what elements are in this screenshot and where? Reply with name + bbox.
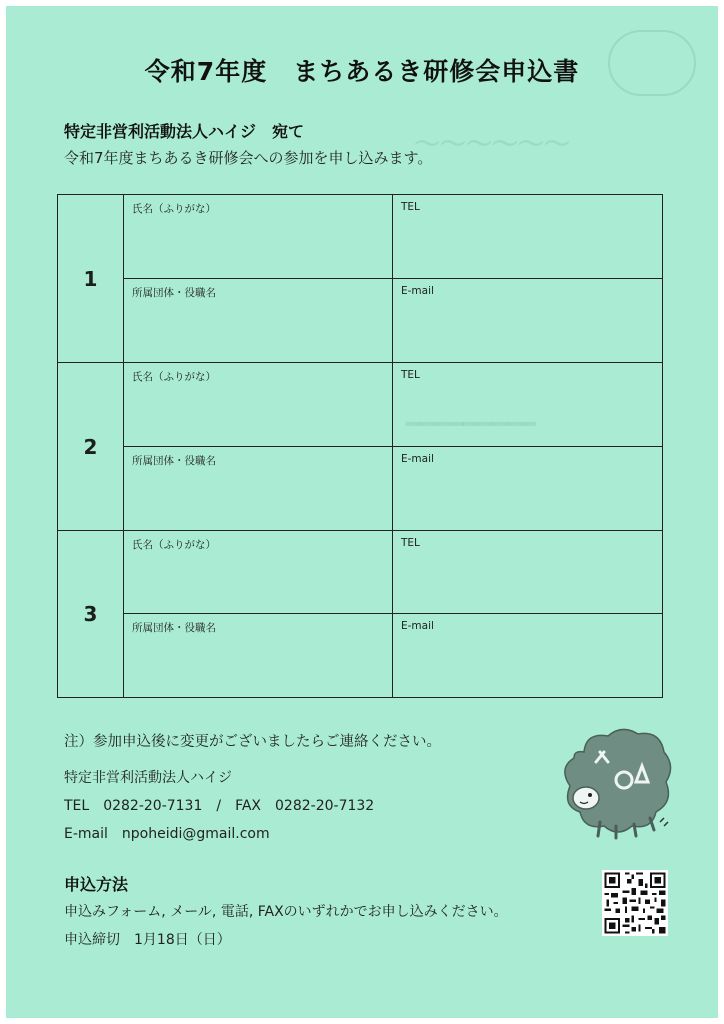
tel-label: TEL: [401, 201, 420, 213]
tel-label: TEL: [401, 537, 420, 549]
org-field[interactable]: [124, 614, 393, 698]
contact-tel-fax: TEL 0282-20-7131 / FAX 0282-20-7132: [64, 798, 375, 814]
email-label: E-mail: [401, 453, 434, 465]
bleed-through-decoration: 〜〜〜〜〜〜: [414, 130, 571, 160]
method-text: 申込みフォーム, メール, 電話, FAXのいずれかでお申し込みください。: [64, 904, 508, 920]
page-title: 令和7年度 まちあるき研修会申込書: [144, 57, 580, 86]
contact-email: E-mail npoheidi@gmail.com: [64, 826, 270, 842]
org-field[interactable]: [124, 447, 393, 531]
sheep-mascot-icon: [556, 722, 676, 840]
contact-org: 特定非営利活動法人ハイジ: [64, 770, 232, 786]
name-label: 氏名（ふりがな）: [132, 203, 216, 215]
intro-text: 令和7年度まちあるき研修会への参加を申し込みます。: [64, 149, 433, 167]
email-label: E-mail: [401, 285, 434, 297]
row-number: 1: [58, 195, 124, 363]
deadline: 申込締切 1月18日（日）: [64, 932, 231, 948]
org-field[interactable]: [124, 279, 393, 363]
tel-label: TEL: [401, 369, 420, 381]
addressee: 特定非営利活動法人ハイジ 宛て: [64, 122, 305, 141]
email-field[interactable]: [393, 614, 663, 698]
bleed-through-decoration: ━━━━━━━━━: [406, 410, 537, 438]
email-field[interactable]: [393, 447, 663, 531]
name-label: 氏名（ふりがな）: [132, 539, 216, 551]
change-note: 注）参加申込後に変更がございましたらご連絡ください。: [64, 734, 441, 750]
org-label: 所属団体・役職名: [132, 622, 216, 634]
name-label: 氏名（ふりがな）: [132, 371, 216, 383]
org-label: 所属団体・役職名: [132, 287, 216, 299]
email-field[interactable]: [393, 279, 663, 363]
row-number: 2: [58, 363, 124, 531]
qr-code-icon[interactable]: [602, 870, 668, 936]
tel-field[interactable]: [393, 195, 663, 279]
name-field[interactable]: [124, 531, 393, 614]
name-field[interactable]: [124, 363, 393, 447]
method-heading: 申込方法: [64, 875, 129, 894]
email-label: E-mail: [401, 620, 434, 632]
application-table: [57, 194, 663, 698]
org-label: 所属団体・役職名: [132, 455, 216, 467]
tel-field[interactable]: [393, 363, 663, 447]
tel-field[interactable]: [393, 531, 663, 614]
row-number: 3: [58, 531, 124, 698]
name-field[interactable]: [124, 195, 393, 279]
